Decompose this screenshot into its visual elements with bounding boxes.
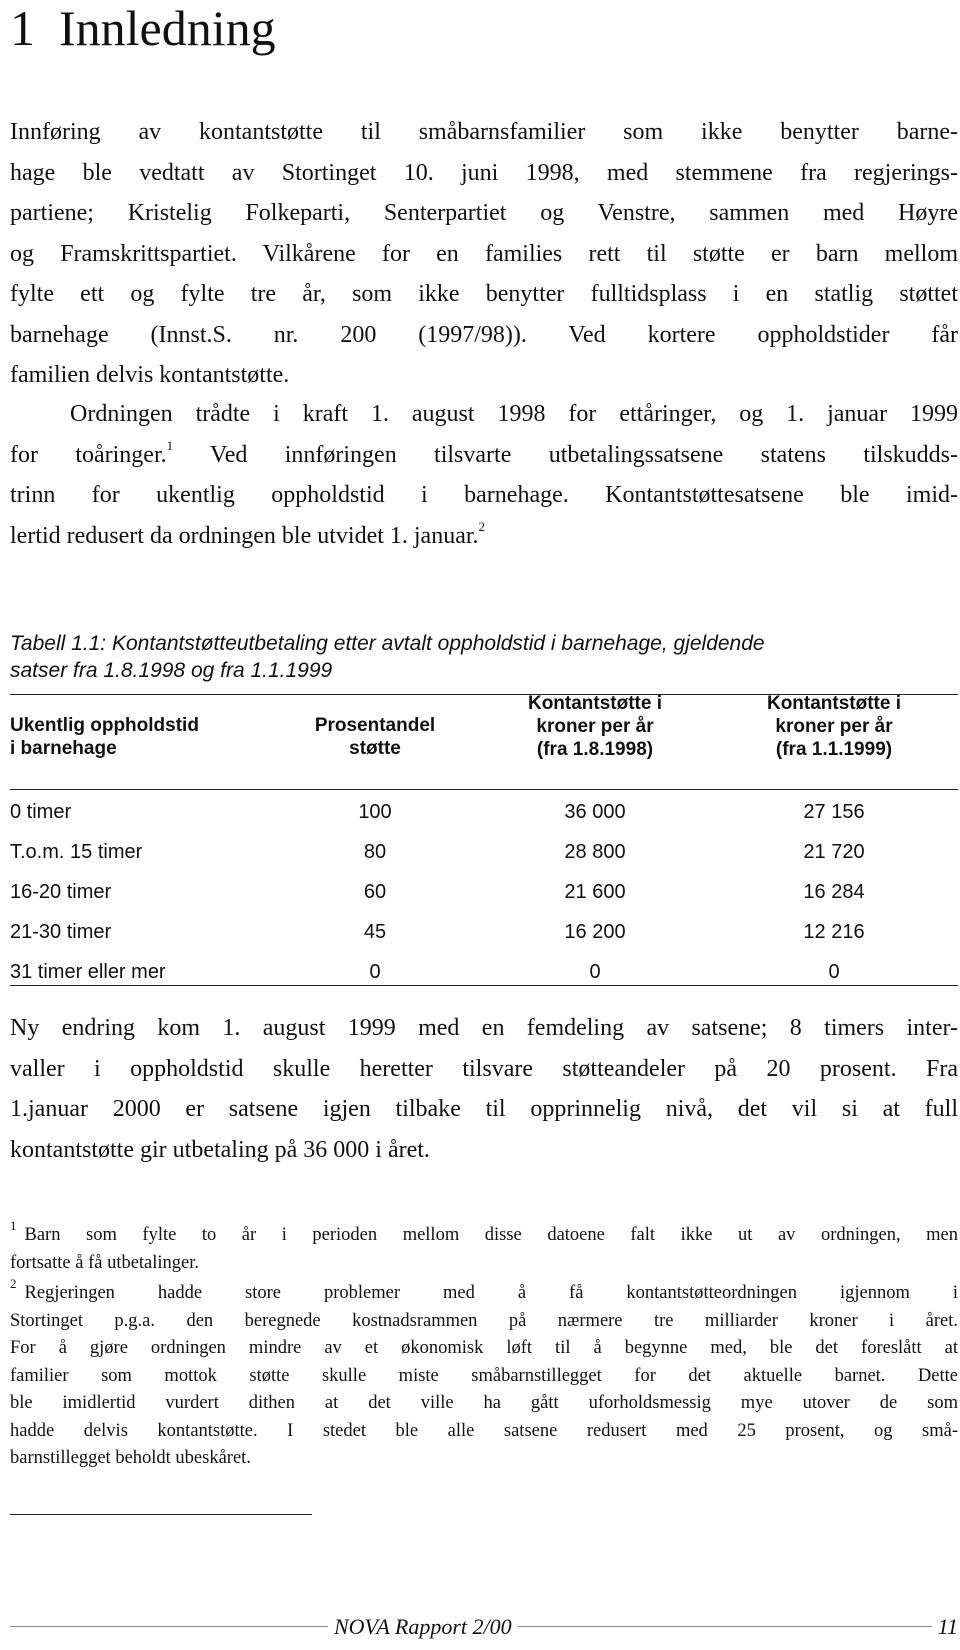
text-line: Innføring av kontantstøtte til småbarnsfamilier som ikke benytter barne-: [10, 119, 958, 145]
text-line: hage ble vedtatt av Stortinget 10. juni 1998, med stemmene fra regjerings-: [10, 159, 958, 186]
cell-kroner-1998: 16 200: [564, 921, 626, 943]
caption-line: Tabell 1.1: Kontantstøtteutbetaling etter avtalt oppholdstid i barnehage, gjeldende: [10, 632, 765, 655]
footnote-line: Stortinget p.g.a. den beregnede kostnadsrammen på nærmere tre milliarder kroner i året.: [10, 1310, 958, 1331]
cell-prosent: 80: [363, 841, 387, 863]
text-line: partiene; Kristelig Folkeparti, Senterpartiet og Venstre, sammen med Høyre: [10, 200, 958, 226]
header-line: Kontantstøtte i: [766, 693, 902, 714]
report-name: NOVA Rapport 2/00: [328, 1612, 518, 1642]
footnote-line: ble imidlertid vurdert dithen at det ville ha gått uforholdsmessig mye utover de som: [10, 1393, 958, 1413]
text-line: familien delvis kontantstøtte.: [10, 362, 290, 388]
cell-oppholdstid: 0 timer: [10, 801, 72, 823]
table-row: [10, 872, 958, 912]
text-line: Ny endring kom 1. august 1999 med en femdeling av satsene; 8 timers inter-: [10, 1015, 958, 1041]
footnote-ref-2[interactable]: 2: [478, 518, 486, 534]
third-paragraph: [10, 1008, 958, 1170]
chapter-title: Innledning: [59, 0, 276, 56]
footnote-line: familier som mottok støtte skulle miste småbarnstillegget for det aktuelle barnet. Dette: [10, 1365, 958, 1386]
chapter-number: 1: [10, 0, 35, 56]
header-line: (fra 1.8.1998): [536, 739, 654, 760]
header-line: kroner per år: [775, 716, 893, 737]
text-line: og Framskrittspartiet. Vilkårene for en families rett til støtte er barn mellom: [10, 240, 958, 267]
text-line: Ordningen trådte i kraft 1. august 1998 for ettåringer, og 1. januar 1999: [70, 401, 958, 427]
table-row: [10, 912, 958, 952]
cell-oppholdstid: 16-20 timer: [10, 881, 112, 903]
table-row: [10, 832, 958, 872]
header-line: (fra 1.1.1999): [775, 739, 893, 760]
footnote-line: For å gjøre ordningen mindre av et økonomisk løft til å begynne med, ble det foreslått at: [10, 1338, 958, 1358]
cell-kroner-1998: 21 600: [564, 881, 626, 903]
text-line: [10, 435, 958, 476]
header-line: støtte: [349, 738, 401, 759]
text-line: barnehage (Innst.S. nr. 200 (1997/98)). Ved kortere oppholdstider får: [10, 321, 958, 348]
cell-kroner-1999: 12 216: [803, 921, 865, 943]
header-line: Kontantstøtte i: [527, 693, 663, 714]
cell-oppholdstid: 21-30 timer: [10, 921, 112, 943]
text-fragment: Ved innføringen tilsvarte utbetalingssatsene statens tilskudds-: [173, 441, 958, 468]
footnote-line: [10, 1276, 958, 1308]
footnote-line: hadde delvis kontantstøtte. I stedet ble alle satsene redusert med 25 prosent, og små-: [10, 1420, 958, 1441]
cell-kroner-1999: 0: [828, 961, 840, 983]
header-oppholdstid: [10, 714, 250, 760]
footnote-separator: [10, 1514, 312, 1515]
text-line: [10, 516, 958, 557]
text-fragment: Regjeringen hadde store problemer med å få kontantstøtteordningen igjennom i: [24, 1283, 958, 1303]
header-line: kroner per år: [536, 716, 654, 737]
cell-kroner-1998: 36 000: [564, 801, 626, 823]
footnote-1: [10, 1218, 958, 1277]
header-kontantstotte-1998: [480, 692, 710, 761]
text-line: valler i oppholdstid skulle heretter tilsvare støtteandeler på 20 prosent. Fra: [10, 1055, 958, 1082]
cell-kroner-1999: 21 720: [803, 841, 865, 863]
page-footer: [10, 1612, 958, 1646]
text-line: trinn for ukentlig oppholdstid i barnehage. Kontantstøttesatsene ble imid-: [10, 482, 958, 508]
text-fragment: lertid redusert da ordningen ble utvidet 1. januar.: [10, 522, 479, 549]
text-fragment: for toåringer.: [10, 441, 167, 468]
chapter-heading: [10, 0, 276, 56]
cell-oppholdstid: T.o.m. 15 timer: [10, 841, 143, 863]
text-fragment: Barn som fylte to år i perioden mellom disse datoene falt ikke ut av ordningen, men: [24, 1225, 958, 1245]
table-row: [10, 952, 958, 992]
header-kontantstotte-1999: [710, 692, 958, 761]
footnote-line: barnstillegget beholdt ubeskåret.: [10, 1448, 251, 1468]
footnote-2: [10, 1276, 958, 1473]
header-line: i barnehage: [10, 738, 117, 759]
footnote-marker: 2: [10, 1276, 17, 1291]
footnote-line: fortsatte å få utbetalinger.: [10, 1252, 200, 1273]
cell-kroner-1998: 28 800: [564, 841, 626, 863]
text-line: kontantstøtte gir utbetaling på 36 000 i året.: [10, 1136, 430, 1163]
table-bottom-rule: [10, 985, 958, 986]
cell-prosent: 60: [363, 881, 387, 903]
header-line: Prosentandel: [314, 715, 436, 736]
cell-oppholdstid: 31 timer eller mer: [10, 961, 166, 983]
text-line: fylte ett og fylte tre år, som ikke benytter fulltidsplass i en statlig støttet: [10, 281, 958, 307]
header-prosentandel: [270, 714, 480, 760]
page-number: 11: [932, 1612, 958, 1642]
header-line: Ukentlig oppholdstid: [10, 715, 199, 736]
table-caption: [10, 630, 958, 684]
cell-prosent: 0: [369, 961, 381, 983]
second-paragraph: [10, 394, 958, 556]
cell-prosent: 100: [358, 801, 392, 823]
table-row: [10, 792, 958, 832]
footnote-line: [10, 1218, 958, 1250]
intro-paragraph: [10, 112, 958, 396]
cell-kroner-1999: 16 284: [803, 881, 865, 903]
footnote-marker: 1: [10, 1218, 17, 1233]
cell-kroner-1999: 27 156: [803, 801, 865, 823]
cell-kroner-1998: 0: [589, 961, 601, 983]
cell-prosent: 45: [363, 921, 387, 943]
caption-line: satser fra 1.8.1998 og fra 1.1.1999: [10, 659, 333, 682]
footnote-ref-1[interactable]: 1: [166, 437, 174, 453]
table-header-rule: [10, 789, 958, 790]
text-line: 1.januar 2000 er satsene igjen tilbake til opprinnelig nivå, det vil si at full: [10, 1096, 958, 1122]
